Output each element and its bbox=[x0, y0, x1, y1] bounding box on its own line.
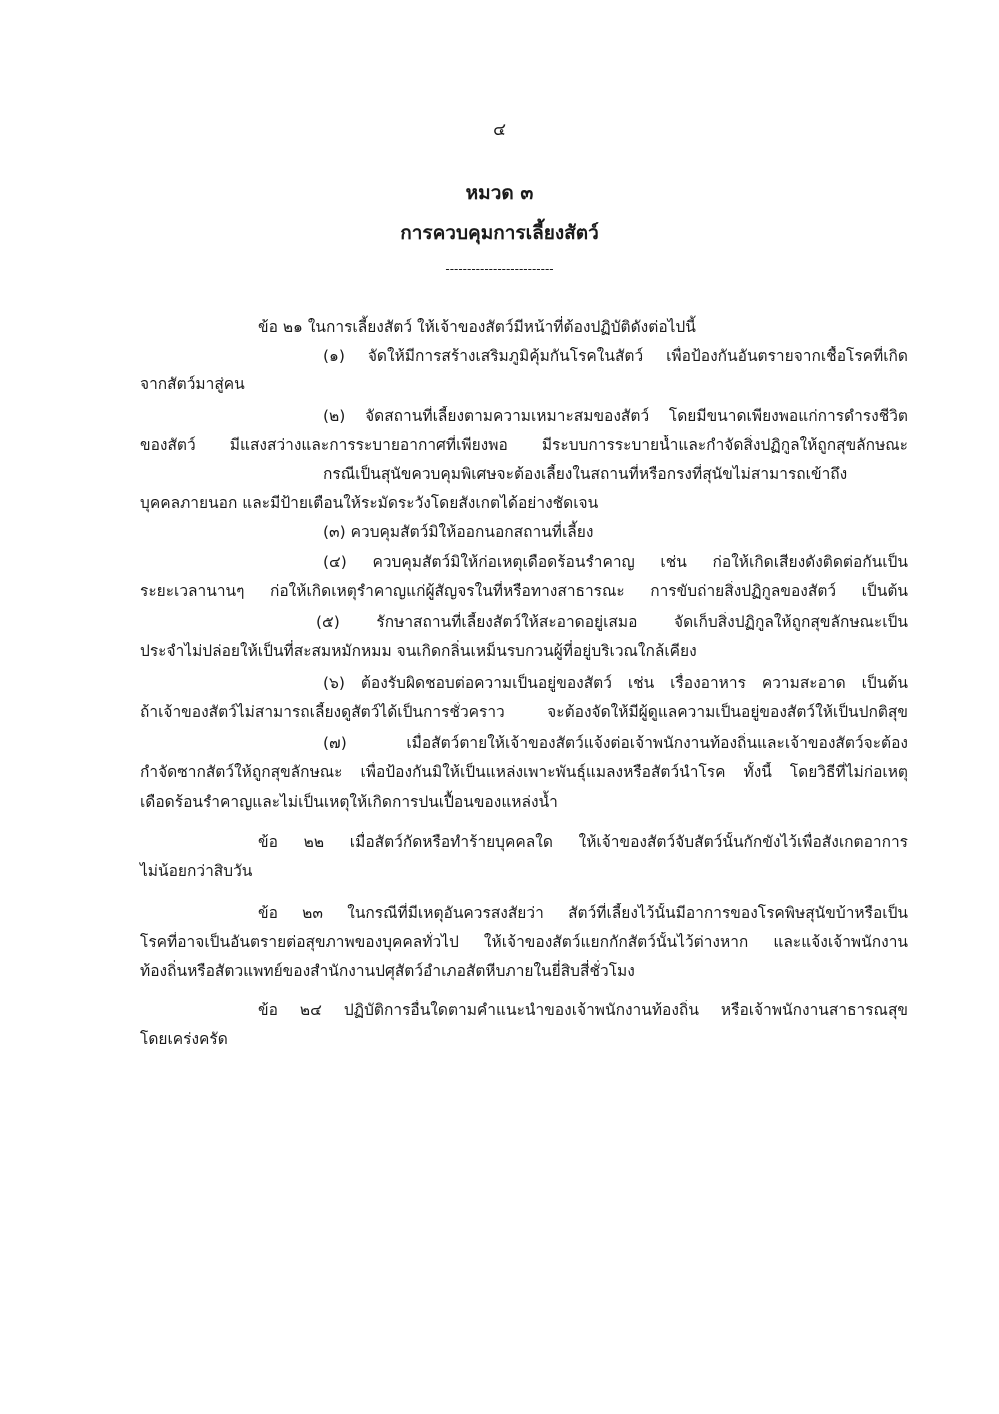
clause-21-item-2-line-1: (๒) จัดสถานที่เลี้ยงตามความเหมาะสมของสัตว์ โดยมีขนาดเพียงพอแก่การดำรงชีวิต bbox=[323, 407, 908, 425]
clause-21-item-1-line-2: จากสัตว์มาสู่คน bbox=[140, 375, 245, 393]
clause-21-item-4-line-2: ระยะเวลานานๆ ก่อให้เกิดเหตุรำคาญแก่ผู้สัญจรในที่หรือทางสาธารณะ การขับถ่ายสิ่งปฏิกูลของสัตว์ เป็นต้น bbox=[140, 582, 908, 600]
clause-22-line-2: ไม่น้อยกว่าสิบวัน bbox=[140, 862, 253, 880]
clause-23-line-2: โรคที่อาจเป็นอันตรายต่อสุขภาพของบุคคลทั่วไป ให้เจ้าของสัตว์แยกกักสัตว์นั้นไว้ต่างหาก และแจ้งเจ้าพนักงาน bbox=[140, 933, 908, 951]
clause-21-item-5-line-1: (๕) รักษาสถานที่เลี้ยงสัตว์ให้สะอาดอยู่เสมอ จัดเก็บสิ่งปฏิกูลให้ถูกสุขลักษณะเป็น bbox=[316, 613, 908, 631]
clause-21-item-4-line-1: (๔) ควบคุมสัตว์มิให้ก่อเหตุเดือดร้อนรำคาญ เช่น ก่อให้เกิดเสียงดังติดต่อกันเป็น bbox=[323, 553, 908, 571]
clause-23-line-1: ข้อ ๒๓ ในกรณีที่มีเหตุอันควรสงสัยว่า สัตว์ที่เลี้ยงไว้นั้นมีอาการของโรคพิษสุนัขบ้าหรือเป็น bbox=[258, 904, 908, 922]
clause-21-item-6-line-1: (๖) ต้องรับผิดชอบต่อความเป็นอยู่ของสัตว์ เช่น เรื่องอาหาร ความสะอาด เป็นต้น bbox=[323, 674, 908, 692]
clause-21-item-2-line-2: ของสัตว์ มีแสงสว่างและการระบายอากาศที่เพียงพอ มีระบบการระบายน้ำและกำจัดสิ่งปฏิกูลให้ถูกสุขลักษณะ bbox=[140, 436, 908, 454]
chapter-title: การควบคุมการเลี้ยงสัตว์ bbox=[400, 222, 599, 244]
clause-21-item-7-line-2: กำจัดซากสัตว์ให้ถูกสุขลักษณะ เพื่อป้องกันมิให้เป็นแหล่งเพาะพันธุ์แมลงหรือสัตว์นำโรค ทั้งนี้ โดยวิธีที่ไม่ก่อเหตุ bbox=[140, 763, 908, 781]
clause-21-item-7-line-1: (๗) เมื่อสัตว์ตายให้เจ้าของสัตว์แจ้งต่อเจ้าพนักงานท้องถิ่นและเจ้าของสัตว์จะต้อง bbox=[323, 734, 908, 752]
clause-21-item-2-line-4: บุคคลภายนอก และมีป้ายเตือนให้ระมัดระวังโดยสังเกตได้อย่างชัดเจน bbox=[140, 494, 599, 512]
clause-21-item-1-line-1: (๑) จัดให้มีการสร้างเสริมภูมิคุ้มกันโรคในสัตว์ เพื่อป้องกันอันตรายจากเชื้อโรคที่เกิด bbox=[323, 347, 908, 365]
clause-21-item-3: (๓) ควบคุมสัตว์มิให้ออกนอกสถานที่เลี้ยง bbox=[323, 523, 594, 541]
clause-24-line-2: โดยเคร่งครัด bbox=[140, 1030, 228, 1048]
page-number: ๔ bbox=[493, 120, 506, 140]
clause-21-item-5-line-2: ประจำไม่ปล่อยให้เป็นที่สะสมหมักหมม จนเกิดกลิ่นเหม็นรบกวนผู้ที่อยู่บริเวณใกล้เคียง bbox=[140, 642, 697, 660]
clause-21-item-6-line-2: ถ้าเจ้าของสัตว์ไม่สามารถเลี้ยงดูสัตว์ได้เป็นการชั่วคราว จะต้องจัดให้มีผู้ดูแลความเป็นอยู่ของสัตว์ให้เป็นปกติสุข bbox=[140, 703, 908, 721]
clause-21-intro: ข้อ ๒๑ ในการเลี้ยงสัตว์ ให้เจ้าของสัตว์มีหน้าที่ต้องปฏิบัติดังต่อไปนี้ bbox=[258, 318, 696, 336]
clause-24-line-1: ข้อ ๒๔ ปฏิบัติการอื่นใดตามคำแนะนำของเจ้าพนักงานท้องถิ่น หรือเจ้าพนักงานสาธารณสุข bbox=[258, 1001, 908, 1019]
clause-22-line-1: ข้อ ๒๒ เมื่อสัตว์กัดหรือทำร้ายบุคคลใด ให้เจ้าของสัตว์จับสัตว์นั้นกักขังไว้เพื่อสังเกตอาการ bbox=[258, 833, 908, 851]
clause-21-item-2-line-3: กรณีเป็นสุนัขควบคุมพิเศษจะต้องเลี้ยงในสถานที่หรือกรงที่สุนัขไม่สามารถเข้าถึง bbox=[323, 465, 848, 483]
chapter-heading: หมวด ๓ bbox=[465, 182, 534, 204]
clause-21-item-7-line-3: เดือดร้อนรำคาญและไม่เป็นเหตุให้เกิดการปนเปื้อนของแหล่งน้ำ bbox=[140, 793, 558, 811]
clause-23-line-3: ท้องถิ่นหรือสัตวแพทย์ของสำนักงานปศุสัตว์อำเภอสัตหีบภายในยี่สิบสี่ชั่วโมง bbox=[140, 962, 635, 980]
heading-divider: ------------------------- bbox=[445, 262, 554, 276]
